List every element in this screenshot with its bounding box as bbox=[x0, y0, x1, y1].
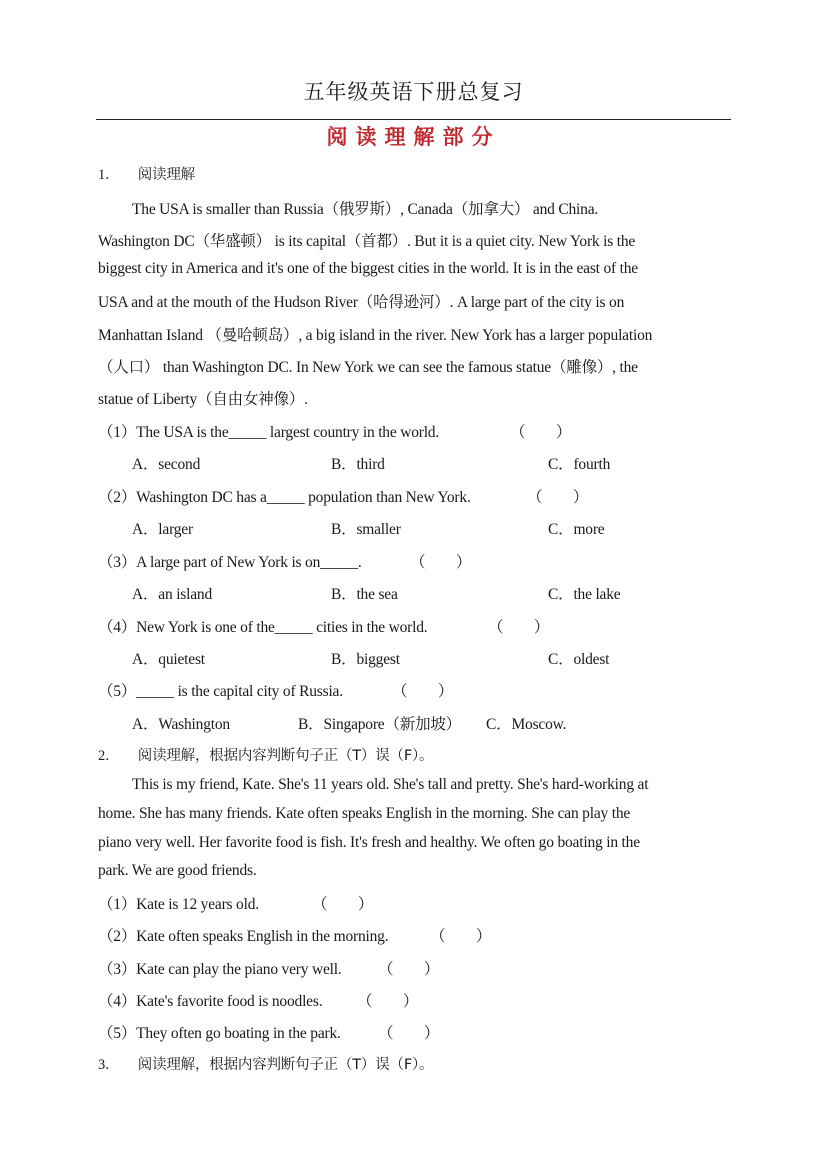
option-b[interactable]: B．Singapore（新加坡） bbox=[298, 716, 461, 733]
statement-text: （5）They often go boating in the park. bbox=[98, 1025, 341, 1042]
question-stem: （5）_____ is the capital city of Russia. bbox=[98, 683, 343, 700]
question-stem: （3）A large part of New York is on_____. bbox=[98, 554, 362, 571]
q1-passage-line: Washington DC（华盛顿） is its capital（首都）. But it is a quiet city. New York is the bbox=[98, 233, 636, 250]
q3-heading bbox=[98, 1053, 433, 1074]
answer-blank[interactable]: （ ） bbox=[527, 489, 589, 506]
q2-passage-line: park. We are good friends. bbox=[98, 862, 257, 879]
answer-blank[interactable]: （ ） bbox=[378, 1025, 440, 1042]
answer-blank[interactable]: （ ） bbox=[378, 961, 440, 978]
q1-passage-line: USA and at the mouth of the Hudson River（哈得逊河）. A large part of the city is on bbox=[98, 294, 625, 311]
q1-heading bbox=[98, 163, 195, 184]
q1-passage-line: statue of Liberty（自由女神像）. bbox=[98, 391, 308, 408]
q2-passage-line: piano very well. Her favorite food is fish. It's fresh and healthy. We often go boating in the bbox=[98, 834, 640, 851]
option-a[interactable]: A．larger bbox=[132, 521, 193, 538]
answer-blank[interactable]: （ ） bbox=[510, 424, 572, 441]
statement-text: （2）Kate often speaks English in the morning. bbox=[98, 928, 389, 945]
option-a[interactable]: A．an island bbox=[132, 586, 213, 603]
section-title: 阅读理解部分 bbox=[326, 125, 501, 149]
option-a[interactable]: A．Washington bbox=[132, 716, 230, 733]
q1-passage-line: （人口） than Washington DC. In New York we can see the famous statue（雕像）, the bbox=[98, 359, 638, 376]
option-b[interactable]: B．third bbox=[331, 456, 385, 473]
option-c[interactable]: C．the lake bbox=[548, 586, 621, 603]
option-b[interactable]: B．biggest bbox=[331, 651, 400, 668]
answer-blank[interactable]: （ ） bbox=[392, 683, 454, 700]
question-stem: （1）The USA is the_____ largest country in the world. bbox=[98, 424, 440, 441]
q3-heading-text: 阅读理解，根据内容判断句子正（T）误（F）。 bbox=[137, 1057, 434, 1073]
statement-text: （4）Kate's favorite food is noodles. bbox=[98, 993, 323, 1010]
title-rule bbox=[96, 119, 731, 120]
q1-passage-line: biggest city in America and it's one of the biggest cities in the world. It is in the east of the bbox=[98, 260, 638, 277]
statement-text: （3）Kate can play the piano very well. bbox=[98, 961, 342, 978]
q1-passage-line: Manhattan Island （曼哈顿岛）, a big island in the river. New York has a larger population bbox=[98, 327, 653, 344]
q2-number: 2． bbox=[98, 748, 120, 764]
q1-number: 1． bbox=[98, 167, 120, 183]
statement-text: （1）Kate is 12 years old. bbox=[98, 896, 259, 913]
q2-passage-line: home. She has many friends. Kate often speaks English in the morning. She can play the bbox=[98, 805, 631, 822]
question-stem: （4）New York is one of the_____ cities in the world. bbox=[98, 619, 428, 636]
answer-blank[interactable]: （ ） bbox=[430, 928, 492, 945]
answer-blank[interactable]: （ ） bbox=[488, 619, 550, 636]
option-c[interactable]: C．fourth bbox=[548, 456, 611, 473]
q2-heading bbox=[98, 744, 433, 765]
page-title: 五年级英语下册总复习 bbox=[303, 80, 524, 104]
q3-number: 3． bbox=[98, 1057, 120, 1073]
q2-heading-text: 阅读理解，根据内容判断句子正（T）误（F）。 bbox=[137, 748, 434, 764]
q2-passage-line: This is my friend, Kate. She's 11 years old. She's tall and pretty. She's hard-working at bbox=[132, 776, 649, 793]
answer-blank[interactable]: （ ） bbox=[312, 896, 374, 913]
option-c[interactable]: C．more bbox=[548, 521, 605, 538]
option-c[interactable]: C．oldest bbox=[548, 651, 610, 668]
question-stem: （2）Washington DC has a_____ population than New York. bbox=[98, 489, 471, 506]
q1-heading-text: 阅读理解 bbox=[137, 167, 195, 183]
answer-blank[interactable]: （ ） bbox=[410, 554, 472, 571]
option-b[interactable]: B．the sea bbox=[331, 586, 398, 603]
option-b[interactable]: B．smaller bbox=[331, 521, 401, 538]
option-c[interactable]: C．Moscow. bbox=[486, 716, 567, 733]
option-a[interactable]: A．second bbox=[132, 456, 201, 473]
option-a[interactable]: A．quietest bbox=[132, 651, 205, 668]
answer-blank[interactable]: （ ） bbox=[357, 993, 419, 1010]
q1-passage-line: The USA is smaller than Russia（俄罗斯）, Canada（加拿大） and China. bbox=[132, 201, 599, 218]
